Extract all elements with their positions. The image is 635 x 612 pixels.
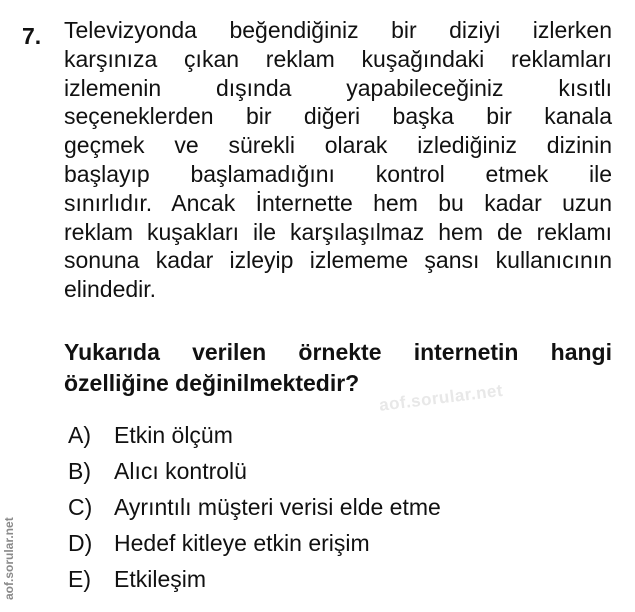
option-a[interactable] bbox=[68, 418, 568, 454]
option-letter: C) bbox=[68, 494, 93, 521]
option-text: Etkin ölçüm bbox=[114, 422, 233, 449]
question-text bbox=[64, 16, 612, 304]
option-letter: E) bbox=[68, 566, 91, 592]
option-text: Etkileşim bbox=[114, 566, 207, 592]
prompt-line: Yukarıda verilen örnekte internetin hangi bbox=[64, 339, 612, 365]
answer-options bbox=[68, 418, 568, 597]
question-prompt bbox=[64, 337, 612, 399]
question-line: reklam kuşakları ile karşılaşılmaz hem de reklamı bbox=[64, 218, 612, 245]
question-line: sonuna kadar izleyip izlememe şansı kullanıcının bbox=[64, 247, 612, 274]
option-text: Ayrıntılı müşteri verisi elde etme bbox=[114, 494, 441, 521]
question-line: başlayıp başlamadığını kontrol etmek ile bbox=[64, 160, 612, 187]
option-d[interactable] bbox=[68, 526, 568, 562]
option-text: Alıcı kontrolü bbox=[114, 458, 247, 485]
question-line: sınırlıdır. Ancak İnternette hem bu kadar uzun bbox=[64, 189, 612, 216]
question-line: elindedir. bbox=[64, 276, 157, 303]
option-text: Hedef kitleye etkin erişim bbox=[114, 530, 370, 557]
option-letter: B) bbox=[68, 458, 91, 485]
question-number: 7. bbox=[22, 23, 42, 49]
option-e[interactable] bbox=[68, 562, 568, 598]
prompt-line: özelliğine değinilmektedir? bbox=[64, 370, 360, 396]
question-line: Televizyonda beğendiğiniz bir diziyi izlerken bbox=[64, 17, 612, 43]
question-line: seçeneklerden bir diğeri başka bir kanala bbox=[64, 103, 612, 130]
question-line: geçmek ve sürekli olarak izlediğiniz dizinin bbox=[64, 132, 612, 159]
question-line: izlemenin dışında yapabileceğiniz kısıtlı bbox=[64, 74, 612, 101]
option-b[interactable] bbox=[68, 454, 568, 490]
watermark-side: aof.sorular.net bbox=[2, 517, 16, 600]
option-letter: D) bbox=[68, 530, 93, 557]
option-c[interactable] bbox=[68, 490, 568, 526]
question-line: karşınıza çıkan reklam kuşağındaki reklamları bbox=[64, 45, 612, 72]
option-letter: A) bbox=[68, 422, 91, 449]
watermark-center: aof.sorular.net bbox=[378, 380, 505, 415]
